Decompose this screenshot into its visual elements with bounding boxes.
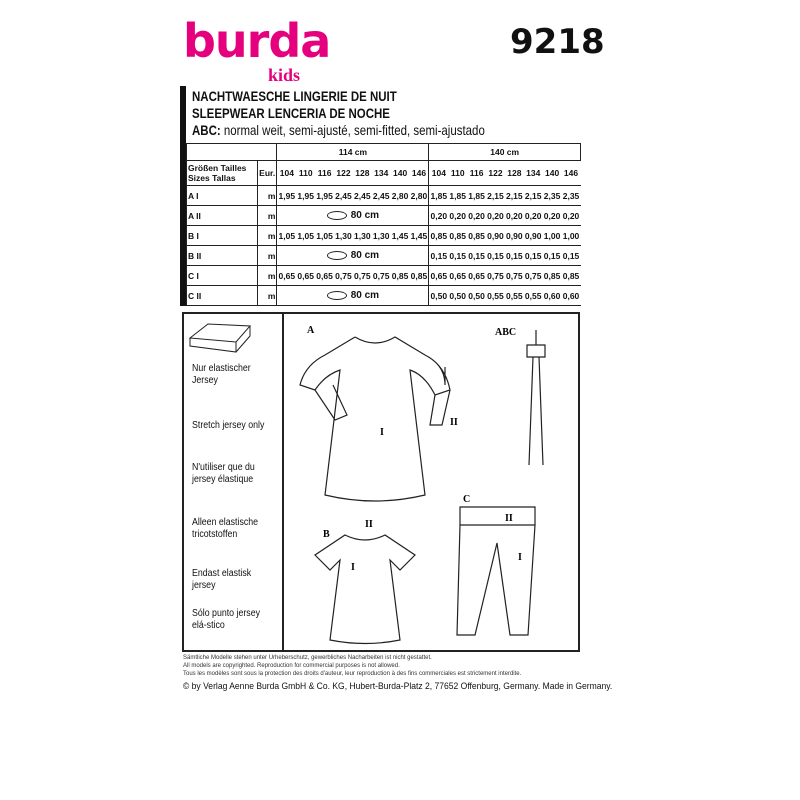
value-140: 1,00: [543, 226, 562, 246]
fit-prefix: ABC:: [192, 122, 221, 138]
table-row: [187, 206, 581, 226]
pattern-number: 9218: [510, 22, 605, 62]
value-140: 0,75: [505, 266, 524, 286]
value-140: 2,15: [486, 186, 505, 206]
value-140: 0,20: [524, 206, 543, 226]
value-114: 0,75: [372, 266, 391, 286]
eur-header: Eur.: [258, 161, 277, 186]
divider: [282, 312, 284, 652]
view-c-i: I: [518, 552, 522, 563]
value-114: 1,45: [410, 226, 429, 246]
view-c-ii: II: [505, 513, 513, 524]
width-140-header: 140 cm: [429, 144, 581, 161]
note-sv: Endast elastisk jersey: [192, 568, 252, 591]
table-row: [187, 266, 581, 286]
row-label: B I: [187, 226, 258, 246]
size-header: 104: [277, 161, 296, 186]
remnant-length: 80 cm: [350, 290, 380, 301]
value-140: 0,15: [543, 246, 562, 266]
value-140: 0,85: [543, 266, 562, 286]
yardage-table: [186, 143, 581, 306]
view-a-i: I: [380, 427, 384, 438]
value-114: 1,30: [353, 226, 372, 246]
note-en: Stretch jersey only: [192, 420, 265, 431]
fit-description: [192, 122, 485, 138]
size-header: 116: [315, 161, 334, 186]
value-140: 0,20: [429, 206, 448, 226]
size-label: [187, 161, 258, 186]
value-114: 0,85: [410, 266, 429, 286]
twin-needle-drawing: [527, 330, 545, 465]
fold-loop-icon: [327, 291, 347, 300]
view-b-label: B: [323, 529, 330, 540]
row-unit: m: [258, 286, 277, 306]
value-140: 0,15: [448, 246, 467, 266]
remnant-length: 80 cm: [350, 250, 380, 261]
value-140: 0,15: [562, 246, 581, 266]
view-b-ii: II: [365, 519, 373, 530]
technical-drawings: [285, 315, 578, 650]
title-de-fr: NACHTWAESCHE LINGERIE DE NUIT: [192, 88, 397, 104]
note-fr: N'utiliser que du jersey élastique: [192, 462, 255, 485]
value-140: 0,85: [562, 266, 581, 286]
value-140: 0,65: [429, 266, 448, 286]
size-header: 134: [524, 161, 543, 186]
value-140: 0,20: [543, 206, 562, 226]
value-140: 2,35: [543, 186, 562, 206]
value-140: 0,65: [467, 266, 486, 286]
value-140: 0,60: [562, 286, 581, 306]
size-header: 110: [448, 161, 467, 186]
note-nl: Alleen elastische tricotstoffen: [192, 517, 259, 540]
row-unit: m: [258, 206, 277, 226]
value-140: 0,15: [429, 246, 448, 266]
row-label: A II: [187, 206, 258, 226]
value-114: 1,95: [277, 186, 296, 206]
value-140: 1,00: [562, 226, 581, 246]
value-140: 0,55: [486, 286, 505, 306]
fit-text: normal weit, semi-ajusté, semi-fitted, semi-ajustado: [220, 122, 485, 138]
row-label: C I: [187, 266, 258, 286]
value-114: 1,45: [391, 226, 410, 246]
value-114: 1,95: [296, 186, 315, 206]
value-140: 2,15: [505, 186, 524, 206]
value-114: 2,45: [334, 186, 353, 206]
row-unit: m: [258, 266, 277, 286]
kids-logo: kids: [268, 65, 301, 85]
value-140: 0,20: [467, 206, 486, 226]
value-114: 1,95: [315, 186, 334, 206]
value-114: 1,30: [372, 226, 391, 246]
view-b-i: I: [351, 562, 355, 573]
table-row: [187, 286, 581, 306]
row-label: A I: [187, 186, 258, 206]
row-unit: m: [258, 186, 277, 206]
legal-en: All models are copyrighted. Reproduction for commercial purposes is not allowed.: [183, 663, 400, 669]
size-header: 122: [334, 161, 353, 186]
value-140: 0,85: [448, 226, 467, 246]
row-label: C II: [187, 286, 258, 306]
note-es: Sólo punto jersey elá-stico: [192, 608, 261, 631]
value-140: 1,85: [448, 186, 467, 206]
value-140: 0,15: [524, 246, 543, 266]
table-row: [187, 226, 581, 246]
value-114: 0,65: [277, 266, 296, 286]
row-label: B II: [187, 246, 258, 266]
value-114: 0,85: [391, 266, 410, 286]
value-140: 1,85: [429, 186, 448, 206]
value-140: 0,90: [486, 226, 505, 246]
value-114: 0,75: [334, 266, 353, 286]
fold-loop-icon: [327, 211, 347, 220]
legal-de: Sämtliche Modelle stehen unter Urheberschutz, gewerbliches Nacharbeiten ist nicht gestattet.: [183, 655, 432, 661]
size-header: 104: [429, 161, 448, 186]
fabric-icon: [188, 320, 252, 355]
copyright: © by Verlag Aenne Burda GmbH & Co. KG, Hubert-Burda-Platz 2, 77652 Offenburg, Germany. Made in Germany.: [183, 681, 613, 692]
value-140: 0,55: [505, 286, 524, 306]
view-a-ii: II: [450, 417, 458, 428]
value-140: 0,75: [524, 266, 543, 286]
title-en-es: SLEEPWEAR LENCERIA DE NOCHE: [192, 105, 390, 121]
nightgown-drawing: [300, 337, 450, 501]
value-114: 0,75: [353, 266, 372, 286]
row-unit: m: [258, 226, 277, 246]
value-140: 0,50: [448, 286, 467, 306]
value-140: 0,50: [429, 286, 448, 306]
table-row: [187, 246, 581, 266]
value-114: 0,65: [296, 266, 315, 286]
burda-logo: burda: [183, 14, 331, 68]
value-140: 0,20: [448, 206, 467, 226]
top-drawing: [315, 535, 415, 644]
value-114: 1,05: [296, 226, 315, 246]
size-label-2: Sizes Tallas: [188, 173, 236, 183]
value-114: 1,30: [334, 226, 353, 246]
view-abc-label: ABC: [495, 327, 517, 338]
value-140: 0,15: [505, 246, 524, 266]
table-row: [187, 186, 581, 206]
width-114-header: 114 cm: [277, 144, 429, 161]
size-header: 134: [372, 161, 391, 186]
value-140: 2,35: [562, 186, 581, 206]
view-a-label: A: [307, 325, 315, 336]
value-140: 0,90: [505, 226, 524, 246]
size-header: 140: [391, 161, 410, 186]
size-header: 110: [296, 161, 315, 186]
value-114: 2,80: [410, 186, 429, 206]
note-de: Nur elastischer Jersey: [192, 363, 251, 386]
value-140: 0,75: [486, 266, 505, 286]
size-header: 122: [486, 161, 505, 186]
value-140: 0,85: [467, 226, 486, 246]
value-114: 2,45: [353, 186, 372, 206]
remnant-note: [277, 246, 429, 266]
value-140: 0,20: [505, 206, 524, 226]
value-114: 2,80: [391, 186, 410, 206]
value-140: 0,50: [467, 286, 486, 306]
size-header: 146: [410, 161, 429, 186]
value-140: 0,15: [467, 246, 486, 266]
remnant-length: 80 cm: [350, 210, 380, 221]
value-114: 1,05: [315, 226, 334, 246]
value-114: 0,65: [315, 266, 334, 286]
view-c-label: C: [463, 494, 471, 505]
value-140: 0,20: [486, 206, 505, 226]
size-header: 140: [543, 161, 562, 186]
size-header: 116: [467, 161, 486, 186]
size-header: 128: [353, 161, 372, 186]
value-140: 1,85: [467, 186, 486, 206]
value-140: 0,15: [486, 246, 505, 266]
remnant-note: [277, 206, 429, 226]
pants-drawing: [457, 507, 535, 635]
value-140: 2,15: [524, 186, 543, 206]
value-140: 0,90: [524, 226, 543, 246]
size-header: 128: [505, 161, 524, 186]
size-header: 146: [562, 161, 581, 186]
value-140: 0,65: [448, 266, 467, 286]
value-114: 2,45: [372, 186, 391, 206]
value-140: 0,20: [562, 206, 581, 226]
value-114: 1,05: [277, 226, 296, 246]
value-140: 0,85: [429, 226, 448, 246]
fold-loop-icon: [327, 251, 347, 260]
size-label-1: Größen Tailles: [188, 163, 247, 173]
legal-fr: Tous les modèles sont sous la protection des droits d'auteur, leur reproduction à des fins commerciales est strictement interdite.: [183, 671, 522, 677]
value-140: 0,60: [543, 286, 562, 306]
row-unit: m: [258, 246, 277, 266]
remnant-note: [277, 286, 429, 306]
value-140: 0,55: [524, 286, 543, 306]
